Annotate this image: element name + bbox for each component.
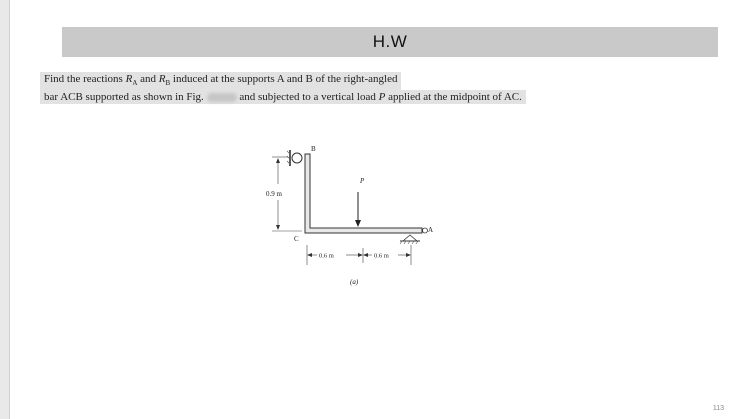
load-p-arrowhead — [355, 220, 361, 227]
pin-a — [423, 228, 428, 233]
problem-line-2: bar ACB supported as shown in Fig. and subjected to a vertical load P applied at the midpoint of AC. — [40, 90, 526, 104]
page-left-edge — [0, 0, 9, 419]
title-bar — [62, 27, 718, 57]
roller-b — [292, 153, 302, 163]
bar-diagram-svg — [250, 140, 450, 290]
bar-acb — [305, 154, 422, 233]
label-c: C — [294, 235, 299, 243]
dim-right-label: 0.6 m — [374, 252, 389, 260]
dim-vertical-arrow-bottom — [276, 225, 280, 230]
dim-h-arrow — [358, 253, 363, 257]
dim-h-arrow — [363, 253, 368, 257]
support-a — [403, 235, 417, 241]
problem-line-1: Find the reactions $R_A$ and $R_B$ induced at the supports A and B of the right-angled — [40, 72, 401, 90]
label-b: B — [311, 145, 316, 153]
dim-vertical-arrow-top — [276, 158, 280, 163]
page-title: H.W — [372, 32, 408, 51]
dim-vertical-label: 0.9 m — [266, 190, 282, 198]
figure-caption: (a) — [350, 278, 359, 286]
page-left-divider — [9, 0, 10, 419]
dim-h-arrow — [406, 253, 411, 257]
bar-diagram — [250, 140, 450, 290]
label-a: A — [428, 226, 434, 234]
blurred-figure-reference — [207, 93, 237, 102]
problem-statement — [40, 72, 680, 104]
page-number: 113 — [712, 405, 724, 412]
dim-h-arrow — [307, 253, 312, 257]
label-p: P — [360, 177, 365, 185]
dim-left-label: 0.6 m — [319, 252, 334, 260]
